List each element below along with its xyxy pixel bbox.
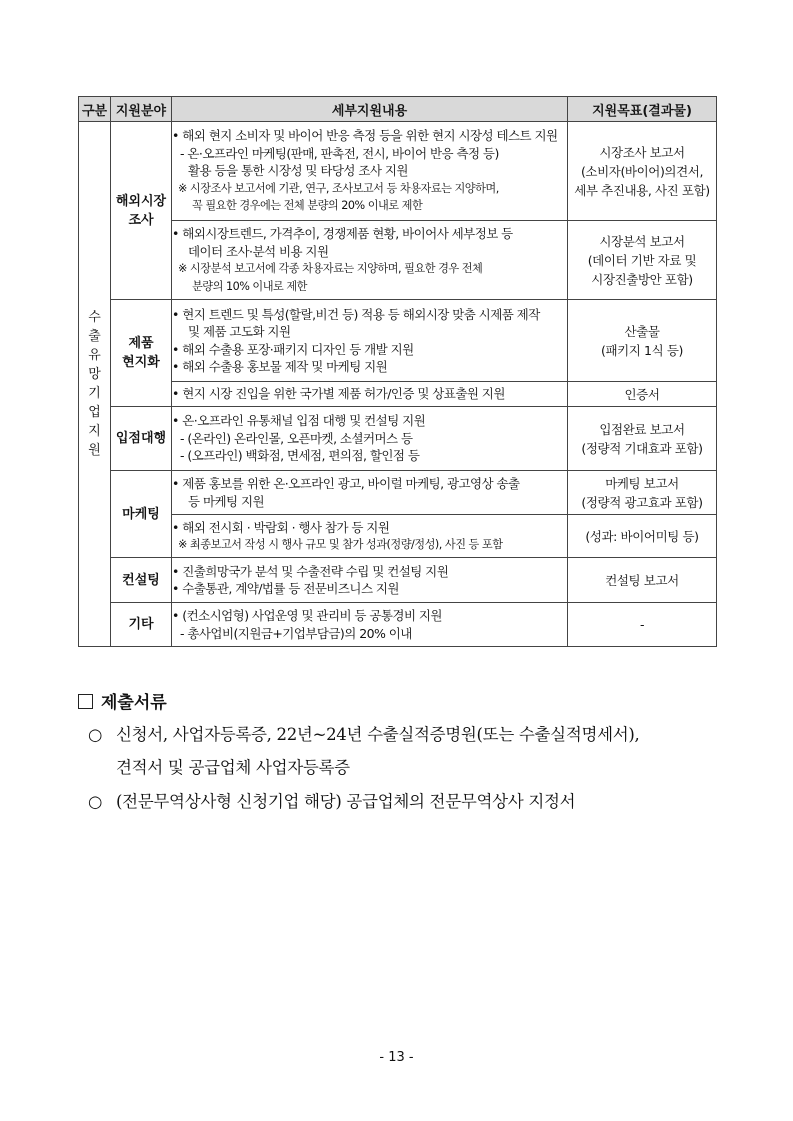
detail-note: ※ 시장조사 보고서에 기관, 연구, 조사보고서 등 차용자료는 지양하며, [178,181,499,195]
detail-line: - 온·오프라인 마케팅(판매, 판촉전, 전시, 바이어 반응 측정 등) [180,145,499,161]
detail-cell [172,515,568,558]
category-char: 출 [88,329,101,344]
area-product-localization [111,300,172,407]
area-etc [111,603,172,647]
list-item [88,721,639,745]
goal-cell [568,300,717,382]
detail-line: • 해외 수출용 포장·패키지 디자인 등 개발 지원 [172,341,414,357]
area-consulting [111,558,172,603]
goal-cell [568,122,717,221]
area-marketing [111,471,172,558]
table-row [79,603,717,647]
header-goal: 지원목표(결과물) [568,97,717,122]
goal-line: 인증서 [624,386,660,402]
detail-cell [172,558,568,603]
detail-line: - (오프라인) 백화점, 면세점, 편의점, 할인점 등 [180,448,420,464]
list-item-text: 견적서 및 공급업체 사업자등록증 [116,758,350,777]
detail-cell [172,471,568,515]
detail-line: • 해외 전시회 · 박람회 · 행사 참가 등 지원 [172,519,390,535]
detail-cell [172,407,568,471]
detail-cell [172,603,568,647]
table-row [79,407,717,471]
table-row [79,300,717,382]
detail-line: - 총사업비(지원금+기업부담금)의 20% 이내 [180,625,412,641]
goal-cell [568,471,717,515]
checkbox-square-icon [78,694,93,709]
detail-note: ※ 최종보고서 작성 시 행사 규모 및 참가 성과(정량/정성), 사진 등 포함 [178,538,503,551]
detail-line: • 해외시장트렌드, 가격추이, 경쟁제품 현황, 바이어사 세부정보 등 [172,226,513,241]
goal-cell [568,382,717,407]
area-market-research [111,122,172,300]
goal-line: (소비자(바이어)의견서, [580,163,704,179]
detail-cell [172,122,568,221]
detail-cell [172,221,568,300]
detail-line: - (온라인) 온라인몰, 오픈마켓, 소셜커머스 등 [180,430,413,446]
area-label: 해외시장 [115,193,167,209]
goal-line: 세부 추진내용, 사진 포함) [574,182,710,198]
detail-line: • 현지 시장 진입을 위한 국가별 제품 허가/인증 및 상표출원 지원 [172,386,505,402]
detail-line: 등 마케팅 지원 [188,493,264,509]
goal-cell [568,603,717,647]
table-row [79,221,717,300]
area-label: 조사 [128,212,154,228]
goal-cell [568,558,717,603]
table-row [79,558,717,603]
detail-line: • (컨소시엄형) 사업운영 및 관리비 등 공통경비 지원 [172,608,442,623]
area-store-entry [111,407,172,471]
detail-line: • 현지 트렌드 및 특성(할랄,비건 등) 적용 등 해외시장 맞춤 시제품 제작 [172,306,540,322]
goal-cell [568,221,717,300]
detail-cell [172,300,568,382]
category-cell [79,122,111,647]
detail-cell [172,382,568,407]
detail-note: ※ 시장분석 보고서에 각종 차용자료는 지양하며, 필요한 경우 전체 [178,262,483,275]
list-item-text: (전문무역상사형 신청기업 해당) 공급업체의 전문무역상사 지정서 [116,792,576,811]
detail-line: 및 제품 고도화 지원 [188,324,291,339]
detail-line: 활용 등을 통한 시장성 및 타당성 조사 지원 [188,163,408,179]
section-heading [78,688,167,713]
goal-line: 시장조사 보고서 [599,144,685,160]
header-detail: 세부지원내용 [172,97,568,122]
area-label: 기타 [128,617,154,632]
goal-line: (패키지 1식 등) [600,342,684,358]
goal-line: 시장진출방안 포함) [591,271,693,287]
category-char: 원 [88,443,101,458]
category-char: 수 [88,310,101,325]
category-char: 기 [88,386,101,401]
table-row [79,471,717,515]
area-label: 입점대행 [115,431,167,446]
list-item-continuation [116,754,350,778]
detail-line: • 제품 홍보를 위한 온·오프라인 광고, 바이럴 마케팅, 광고영상 송출 [172,476,520,491]
goal-line: 마케팅 보고서 [605,475,679,491]
detail-line: • 해외 현지 소비자 및 바이어 반응 측정 등을 위한 현지 시장성 테스트 지원 [172,128,558,144]
table-row [79,122,717,221]
goal-line: 입점완료 보고서 [599,421,685,437]
goal-line: (정량적 광고효과 포함) [581,494,703,510]
list-item-text: 신청서, 사업자등록증, 22년~24년 수출실적증명원(또는 수출실적명세서), [116,725,640,744]
goal-line: (데이터 기반 자료 및 [587,252,697,268]
detail-line: • 수출통관, 계약/법률 등 전문비즈니스 지원 [172,581,399,596]
header-category: 구분 [79,97,111,122]
page-number: - 13 - [379,1050,414,1065]
support-table [78,96,717,647]
table-header-row [79,97,717,122]
category-char: 유 [88,348,101,363]
header-area: 지원분야 [111,97,172,122]
detail-line: • 해외 수출용 홍보물 제작 및 마케팅 지원 [172,359,388,374]
area-label: 현지화 [122,355,160,370]
area-label: 제품 [128,336,154,351]
goal-line: 컨설팅 보고서 [605,572,679,588]
detail-line: 데이터 조사·분석 비용 지원 [188,243,329,259]
table-row [79,382,717,407]
area-label: 마케팅 [122,506,160,522]
area-label: 컨설팅 [122,572,160,588]
goal-line: - [639,617,645,632]
detail-line: • 온·오프라인 유통채널 입점 대행 및 컨설팅 지원 [172,413,426,429]
goal-cell [568,515,717,558]
list-item [88,788,575,812]
detail-line: • 진출희망국가 분석 및 수출전략 수립 및 컨설팅 지원 [172,563,449,579]
section-title: 제출서류 [101,693,167,713]
goal-line: (정량적 기대효과 포함) [581,440,703,456]
table-row [79,515,717,558]
detail-note: 꼭 필요한 경우에는 전체 분량의 20% 이내로 제한 [192,199,423,213]
goal-line: (성과: 바이어미팅 등) [585,528,699,544]
circle-bullet-icon: ○ [88,792,103,811]
category-char: 업 [88,405,101,420]
category-char: 지 [88,424,101,439]
category-char: 망 [88,367,101,382]
goal-line: 시장분석 보고서 [599,233,685,249]
goal-cell [568,407,717,471]
detail-note: 분량의 10% 이내로 제한 [192,279,307,293]
circle-bullet-icon: ○ [88,725,103,744]
goal-line: 산출물 [624,323,660,339]
